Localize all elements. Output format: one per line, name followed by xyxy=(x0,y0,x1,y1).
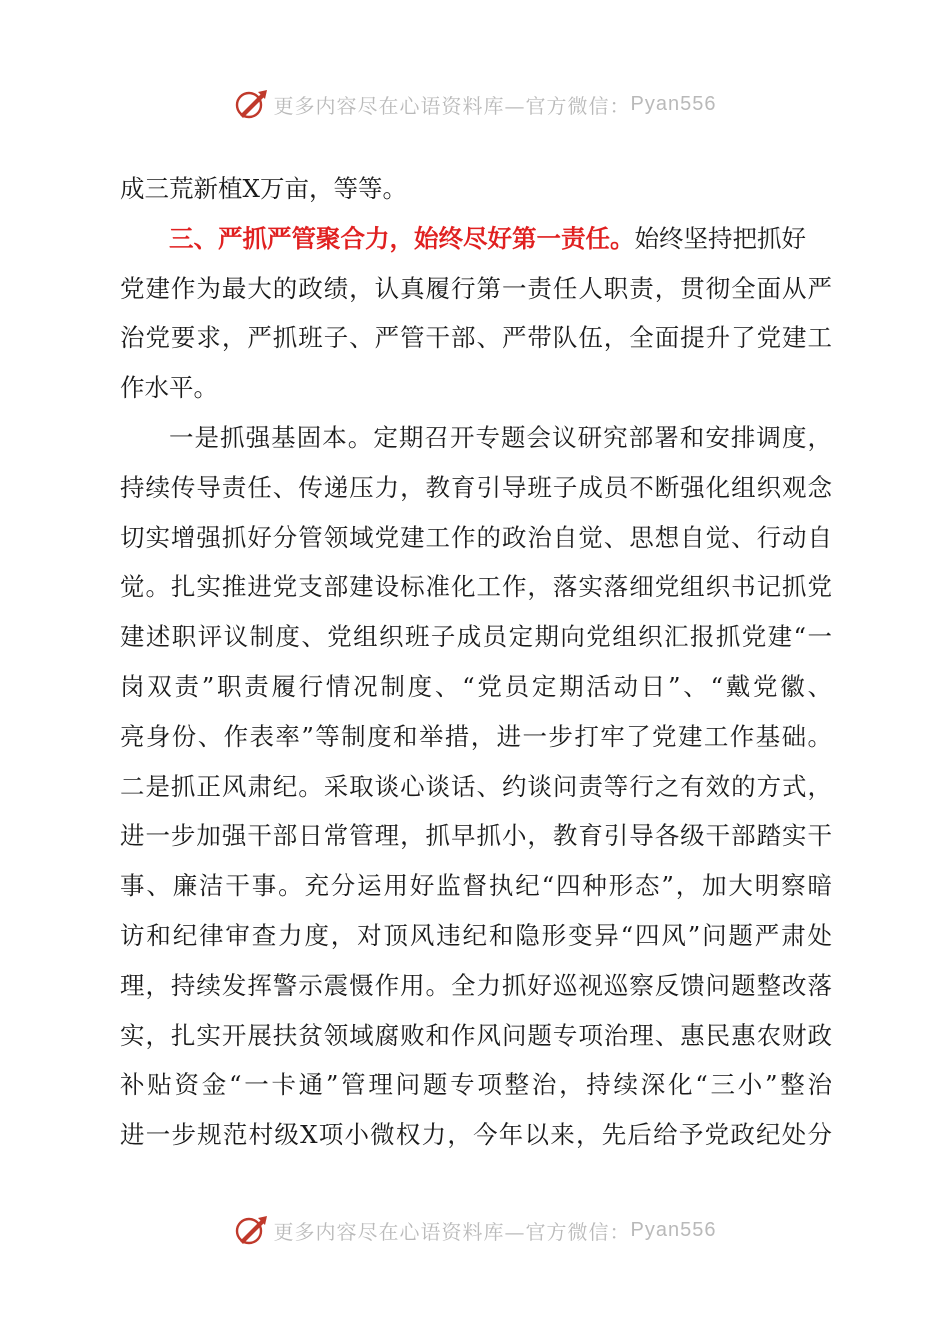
text-line: 岗双责”职责履行情况制度、“党员定期活动日”、“戴党徽、 xyxy=(120,671,832,701)
text-line: 治党要求，严抓班子、严管干部、严带队伍，全面提升了党建工 xyxy=(120,323,832,353)
text-line: 一是抓强基固本。定期召开专题会议研究部署和安排调度， xyxy=(169,422,832,452)
text-line: 建述职评议制度、党组织班子成员定期向党组织汇报抓党建“一 xyxy=(120,622,832,652)
document-body xyxy=(120,164,832,1160)
text-line: 理，持续发挥警示震慑作用。全力抓好巡视巡察反馈问题整改落 xyxy=(120,970,832,1000)
watermark-id: Pyan556 xyxy=(630,1218,717,1241)
text-line: 觉。扎实推进党支部建设标准化工作，落实落细党组织书记抓党 xyxy=(120,572,832,602)
watermark-text: 更多内容尽在心语资料库—官方微信： xyxy=(273,1219,631,1244)
text-line: 二是抓正风肃纪。采取谈心谈话、约谈问责等行之有效的方式， xyxy=(120,771,832,801)
text-line: 作水平。 xyxy=(120,373,218,403)
text-line: 进一步加强干部日常管理，抓早抓小，教育引导各级干部踏实干 xyxy=(120,821,832,851)
pen-logo-icon xyxy=(234,87,268,121)
text-line: 实，扎实开展扶贫领域腐败和作风问题专项治理、惠民惠农财政 xyxy=(120,1020,832,1050)
text-line: 进一步规范村级X项小微权力，今年以来，先后给予党政纪处分 xyxy=(120,1120,832,1150)
text-line: 成三荒新植X万亩，等等。 xyxy=(120,174,407,203)
section-heading-line xyxy=(120,214,832,264)
section-heading: 三、严抓严管聚合力，始终尽好第一责任。 xyxy=(169,223,635,253)
text-line: 事、廉洁干事。充分运用好监督执纪“四种形态”，加大明察暗 xyxy=(120,871,832,901)
pen-logo-icon xyxy=(234,1213,268,1247)
watermark-text: 更多内容尽在心语资料库—官方微信： xyxy=(273,93,631,118)
text-line: 访和纪律审查力度，对顶风违纪和隐形变异“四风”问题严肃处 xyxy=(120,920,832,950)
text-line: 亮身份、作表率”等制度和举措，进一步打牢了党建工作基础。 xyxy=(120,721,832,751)
text-line: 始终坚持把抓好 xyxy=(634,223,806,253)
watermark-footer xyxy=(0,1210,950,1250)
watermark-id: Pyan556 xyxy=(630,92,717,115)
text-line: 持续传导责任、传递压力，教育引导班子成员不断强化组织观念 xyxy=(120,472,832,502)
text-line: 党建作为最大的政绩，认真履行第一责任人职责，贯彻全面从严 xyxy=(120,273,832,303)
text-line: 补贴资金“一卡通”管理问题专项整治，持续深化“三小”整治 xyxy=(120,1070,832,1100)
text-line: 切实增强抓好分管领域党建工作的政治自觉、思想自觉、行动自 xyxy=(120,522,832,552)
watermark-header xyxy=(0,84,950,124)
